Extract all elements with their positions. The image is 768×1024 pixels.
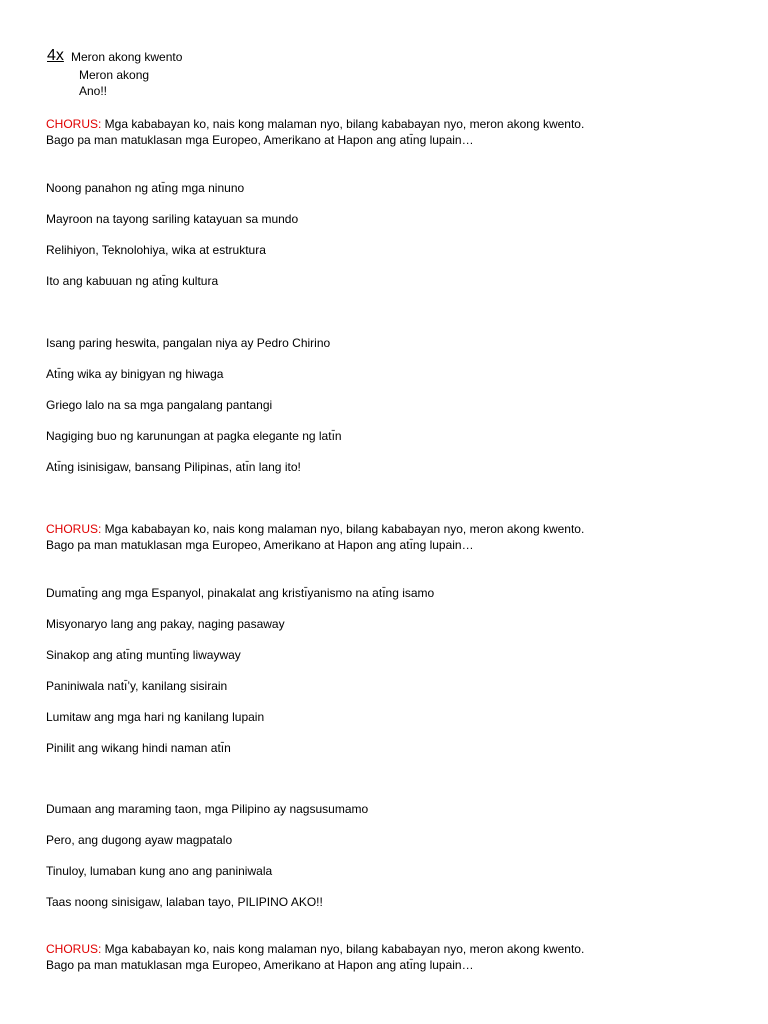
lyric-line: Relihiyon, Teknolohiya, wika at estruktura: [46, 243, 266, 257]
lyric-line: Nagiging buo ng karunungan at pagka elegante ng latı̄n: [46, 429, 342, 443]
lyric-line: Sinakop ang atı̄ng muntı̄ng liwayway: [46, 648, 241, 662]
chorus-line-2: Bago pa man matuklasan mga Europeo, Amerikano at Hapon ang atı̄ng lupain…: [46, 133, 474, 147]
intro-line: Meron akong: [79, 68, 150, 82]
lyric-line: Isang paring heswita, pangalan niya ay Pedro Chirino: [46, 336, 331, 350]
repeat-count: 4x: [47, 47, 64, 64]
lyric-line: Mayroon na tayong sariling katayuan sa mundo: [46, 212, 299, 226]
chorus-label: CHORUS:: [46, 942, 102, 956]
chorus-line-2: Bago pa man matuklasan mga Europeo, Amerikano at Hapon ang atı̄ng lupain…: [46, 538, 474, 552]
lyric-line: Misyonaryo lang ang pakay, naging pasaway: [46, 617, 285, 631]
chorus-line-2: Bago pa man matuklasan mga Europeo, Amerikano at Hapon ang atı̄ng lupain…: [46, 958, 474, 972]
lyric-line: Ito ang kabuuan ng atı̄ng kultura: [46, 274, 219, 288]
lyric-line: Paniniwala natı̄’y, kanilang sisirain: [46, 679, 228, 693]
lyric-line: Dumaan ang maraming taon, mga Pilipino ay nagsusumamo: [46, 802, 369, 816]
lyric-line: Pero, ang dugong ayaw magpatalo: [46, 833, 233, 847]
chorus-text: Mga kababayan ko, nais kong malaman nyo, bilang kababayan nyo, meron akong kwento.: [101, 522, 585, 536]
chorus-line-1: [46, 117, 584, 132]
chorus-line-1: [46, 522, 584, 537]
chorus-label: CHORUS:: [46, 522, 102, 536]
lyric-line: Noong panahon ng atı̄ng mga ninuno: [46, 181, 245, 195]
lyric-line: Atı̄ng isinisigaw, bansang Pilipinas, atı̄n lang ito!: [46, 460, 301, 474]
chorus-line-1: [46, 942, 584, 957]
lyric-line: Taas noong sinisigaw, lalaban tayo, PILIPINO AKO!!: [46, 895, 323, 909]
lyric-line: Dumatı̄ng ang mga Espanyol, pinakalat ang kristı̄yanismo na atı̄ng isamo: [46, 586, 435, 600]
lyric-line: Lumitaw ang mga hari ng kanilang lupain: [46, 710, 265, 724]
lyric-line: Pinilit ang wikang hindi naman atı̄n: [46, 741, 231, 755]
lyric-line: Tinuloy, lumaban kung ano ang paniniwala: [46, 864, 273, 878]
chorus-text: Mga kababayan ko, nais kong malaman nyo, bilang kababayan nyo, meron akong kwento.: [101, 117, 585, 131]
lyric-line: Griego lalo na sa mga pangalang pantangi: [46, 398, 273, 412]
lyric-line: Atı̄ng wika ay binigyan ng hiwaga: [46, 367, 224, 381]
intro-line: Meron akong kwento: [71, 50, 183, 64]
intro-line: Ano!!: [79, 84, 108, 98]
chorus-text: Mga kababayan ko, nais kong malaman nyo, bilang kababayan nyo, meron akong kwento.: [101, 942, 585, 956]
chorus-label: CHORUS:: [46, 117, 102, 131]
